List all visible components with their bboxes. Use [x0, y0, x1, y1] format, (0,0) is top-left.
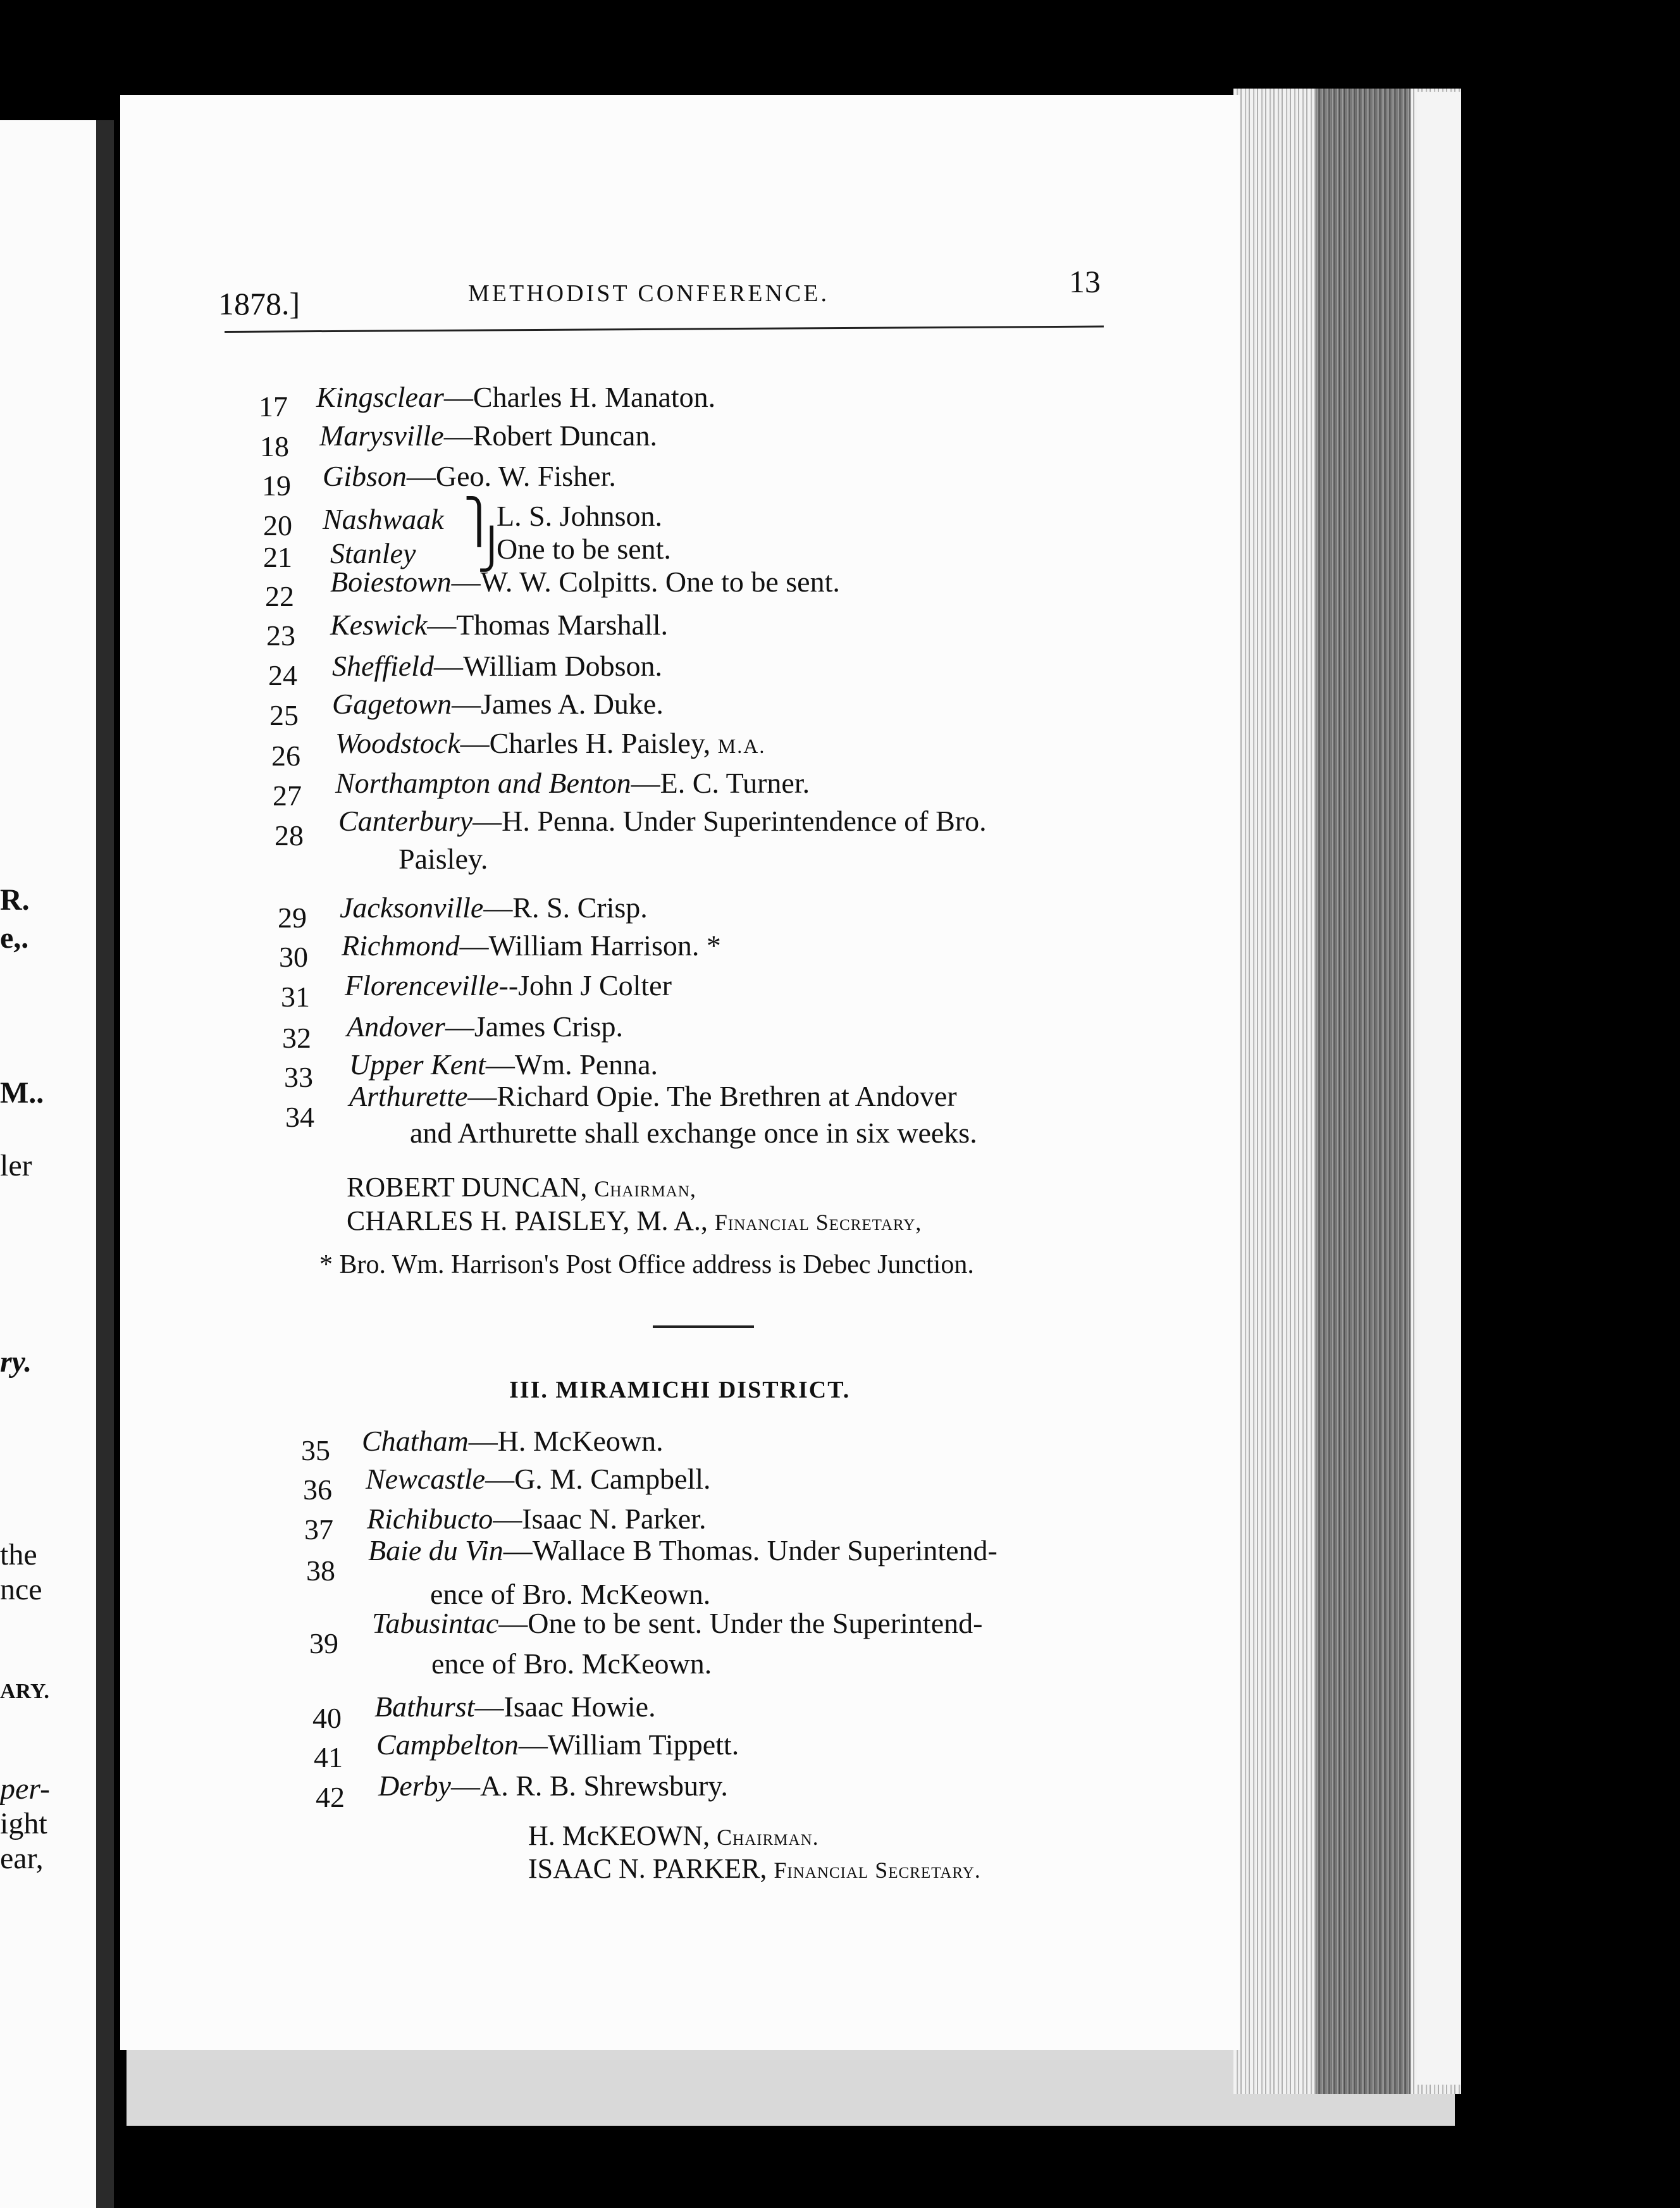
left-fragment: ler	[0, 1149, 32, 1182]
entry	[347, 1012, 623, 1041]
entry-text: —William Tippett.	[518, 1728, 739, 1761]
entry-number: 41	[314, 1741, 343, 1773]
entry-place: Keswick	[330, 609, 428, 641]
entry-number: 17	[259, 390, 288, 423]
signature-secretary: ISAAC N. PARKER, Financial Secretary.	[528, 1853, 981, 1884]
left-fragment: R.	[0, 883, 30, 917]
signature-chairman: ROBERT DUNCAN, Chairman,	[347, 1172, 696, 1203]
entry	[335, 769, 810, 798]
entry-text: —William Dobson.	[433, 650, 662, 682]
entry-number: 30	[279, 941, 308, 973]
entry	[319, 421, 657, 450]
entry-number: 24	[268, 659, 297, 692]
left-fragment: M..	[0, 1076, 44, 1110]
entry	[368, 1536, 998, 1565]
header-year: 1878.]	[218, 286, 300, 321]
page-edges-dark	[1316, 89, 1411, 2094]
entry-number: 36	[303, 1473, 332, 1506]
entry-place: Stanley	[330, 537, 416, 569]
entry-number: 19	[262, 469, 291, 502]
entry	[345, 971, 672, 1000]
entry	[376, 1730, 739, 1759]
entry-number: 28	[275, 819, 304, 852]
entry-text: —Richard Opie. The Brethren at Andover	[467, 1080, 957, 1112]
entry	[332, 652, 662, 681]
left-fragment: ight	[0, 1807, 47, 1840]
entry-text: —Thomas Marshall.	[427, 609, 669, 641]
entry-continuation: ence of Bro. McKeown.	[430, 1578, 711, 1610]
left-fragment: the	[0, 1538, 37, 1572]
entry	[330, 568, 840, 597]
entry-text: —Charles H. Paisley,	[460, 727, 718, 759]
entry-place: Richmond	[342, 929, 460, 962]
signature-secretary: CHARLES H. PAISLEY, M. A., Financial Secretary,	[347, 1205, 922, 1236]
entry-text: --John J Colter	[498, 969, 672, 1002]
left-fragment: e,.	[0, 921, 29, 955]
entry-text: —H. McKeown.	[468, 1425, 664, 1457]
section-separator	[653, 1325, 754, 1328]
entry	[378, 1771, 728, 1801]
entry-place: Jacksonville	[340, 891, 484, 924]
entry-text: —Geo. W. Fisher.	[406, 460, 616, 492]
entry-text: —A. R. B. Shrewsbury.	[450, 1770, 728, 1802]
entry-number: 42	[316, 1781, 345, 1813]
degree-suffix: M.A.	[717, 735, 766, 757]
entry	[349, 1082, 957, 1111]
entry-place: Campbelton	[376, 1728, 519, 1761]
entry-text: —Isaac Howie.	[474, 1690, 656, 1723]
left-fragment: ry.	[0, 1345, 32, 1379]
entry-number: 25	[269, 699, 299, 731]
entry	[335, 729, 765, 758]
entry-continuation: Paisley.	[398, 843, 488, 875]
entry-continuation: ence of Bro. McKeown.	[431, 1647, 712, 1680]
entry	[366, 1465, 711, 1494]
entry-number: 34	[285, 1101, 314, 1133]
entry	[316, 383, 715, 412]
section-title: III. MIRAMICHI DISTRICT.	[509, 1377, 851, 1403]
entry-place: Derby	[378, 1770, 451, 1802]
entry-text: —G. M. Campbell.	[485, 1463, 711, 1495]
entry-number: 35	[301, 1434, 330, 1467]
entry-number: 32	[282, 1022, 311, 1054]
entry-place: Upper Kent	[349, 1048, 486, 1081]
entry-place: Baie du Vin	[368, 1534, 503, 1566]
entry-text: —R. S. Crisp.	[483, 891, 648, 924]
left-fragment: per-	[0, 1772, 51, 1806]
entry	[338, 807, 987, 836]
entry-continuation: and Arthurette shall exchange once in six weeks.	[410, 1117, 977, 1149]
entry-number: 39	[309, 1627, 338, 1659]
page-number: 13	[1069, 264, 1101, 299]
left-fragment: ARY.	[0, 1680, 49, 1703]
entry-number: 33	[284, 1061, 313, 1093]
entry	[342, 931, 721, 960]
entry-text: —Robert Duncan.	[443, 419, 657, 452]
entry	[340, 893, 648, 922]
left-fragment: ear,	[0, 1842, 44, 1875]
entry-place: Newcastle	[366, 1463, 486, 1495]
entry-text: —Isaac N. Parker.	[493, 1503, 707, 1535]
entry-number: 21	[263, 541, 292, 573]
entry-place: Gagetown	[332, 688, 452, 720]
entry	[323, 462, 616, 491]
entry-text: —James A. Duke.	[452, 688, 664, 720]
entry-place: Woodstock	[335, 727, 460, 759]
entry-place: Northampton and Benton	[335, 767, 631, 799]
entry-number: 26	[271, 740, 300, 772]
entry-place: Canterbury	[338, 805, 473, 837]
entry-place: Nashwaak	[323, 503, 444, 535]
entry-text: —Charles H. Manaton.	[443, 381, 716, 413]
entry-place: Boiestown	[330, 566, 452, 598]
entry-number: 37	[304, 1513, 333, 1546]
entry-number: 31	[281, 981, 310, 1013]
book-gutter	[96, 120, 114, 2208]
left-fragment: nce	[0, 1573, 42, 1606]
entry-text: —One to be sent. Under the Superintend-	[498, 1607, 983, 1639]
entry-text: —W. W. Colpitts. One to be sent.	[451, 566, 840, 598]
entry-text: —H. Penna. Under Superintendence of Bro.	[472, 805, 987, 837]
footnote: * Bro. Wm. Harrison's Post Office address is Debec Junction.	[319, 1250, 974, 1279]
entry-number: 23	[266, 619, 295, 652]
entry-place: Bathurst	[374, 1690, 475, 1723]
page-edge-outer	[1417, 92, 1461, 2085]
entry-text: One to be sent.	[497, 533, 671, 565]
brace-top: ⎫	[463, 497, 495, 545]
entry-number: 29	[278, 902, 307, 934]
entry-text: —Wallace B Thomas. Under Superintend-	[503, 1534, 998, 1566]
entry-text: L. S. Johnson.	[497, 500, 662, 532]
entry	[362, 1427, 664, 1456]
entry-place: Richibucto	[367, 1503, 493, 1535]
entry-number: 18	[260, 430, 289, 462]
signature-chairman: H. McKEOWN, Chairman.	[528, 1820, 819, 1851]
entry	[372, 1609, 982, 1638]
entry-text: —Wm. Penna.	[485, 1048, 658, 1081]
entry-place: Arthurette	[349, 1080, 468, 1112]
entry-place: Andover	[347, 1010, 445, 1043]
entry	[367, 1504, 707, 1534]
entry-number: 27	[273, 779, 302, 812]
entry-text: —James Crisp.	[445, 1010, 623, 1043]
entry-place: Marysville	[319, 419, 444, 452]
entry	[349, 1050, 658, 1079]
entry-number: 40	[312, 1702, 342, 1734]
entry-number: 22	[265, 580, 294, 612]
entry-place: Kingsclear	[316, 381, 444, 413]
entry	[330, 611, 668, 640]
entry-place: Tabusintac	[372, 1607, 499, 1639]
brace-bottom: ⎭	[477, 528, 507, 571]
entry-place: Florenceville	[345, 969, 499, 1002]
entry-number: 20	[263, 509, 292, 542]
entry-place: Sheffield	[332, 650, 434, 682]
header-title: METHODIST CONFERENCE.	[468, 280, 829, 307]
entry-number: 38	[306, 1554, 335, 1587]
entry-text: —E. C. Turner.	[631, 767, 810, 799]
entry	[332, 690, 664, 719]
entry	[374, 1692, 656, 1721]
entry-place: Chatham	[362, 1425, 469, 1457]
entry-place: Gibson	[323, 460, 407, 492]
entry-text: —William Harrison. *	[459, 929, 721, 962]
